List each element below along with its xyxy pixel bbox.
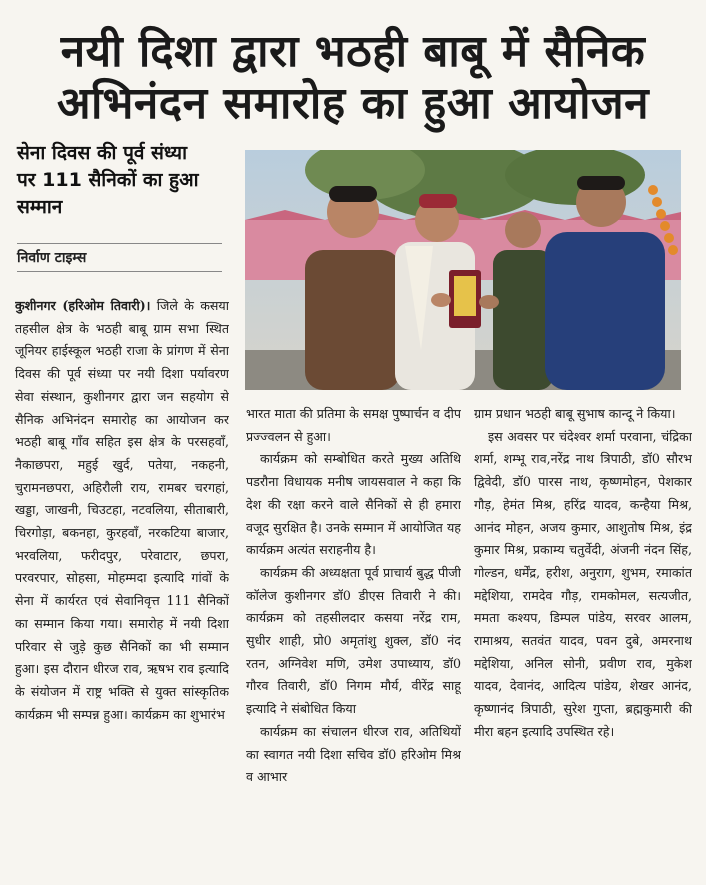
article-column-3 xyxy=(474,403,692,880)
news-photo xyxy=(245,150,681,390)
photo-illustration xyxy=(245,150,681,390)
subheadline xyxy=(17,140,237,221)
byline: निर्वाण टाइम्स xyxy=(17,250,87,266)
column-2-paragraph-4: कार्यक्रम का संचालन धीरज राव, अतिथियों का स्वागत नयी दिशा सचिव डॉ0 हरिओम मिश्र व आभार xyxy=(246,723,461,785)
column-2-paragraph-3: कार्यक्रम की अध्यक्षता पूर्व प्राचार्य बुद्ध पीजी कॉलेज कुशीनगर डॉ0 डीएस तिवारी ने की। कार्यक्रम को तहसीलदार कसया नरेंद्र राम, सुधीर शाही, प्रो0 अमृतांशु शुक्ल, डॉ0 नंद रतन, अग्निवेश मणि, उमेश उपाध्याय, डॉ0 गौरव तिवारी, डॉ0 निगम मौर्य, वीरेंद्र साहू इत्यादि ने संबोधित किया xyxy=(246,564,461,717)
headline-line-1: नयी दिशा द्वारा भठही बाबू में सैनिक xyxy=(60,26,646,77)
headline xyxy=(0,26,706,130)
dateline: कुशीनगर (हरिओम तिवारी)। xyxy=(15,298,151,313)
headline-line-2: अभिनंदन समारोह का हुआ आयोजन xyxy=(56,78,650,129)
byline-top-rule xyxy=(17,243,222,244)
subheadline-line-2: पर 111 सैनिकों का हुआ xyxy=(17,169,199,191)
byline-bottom-rule xyxy=(17,271,222,272)
article-column-1 xyxy=(15,295,229,880)
column-3-paragraph-2: इस अवसर पर चंदेश्वर शर्मा परवाना, चंद्रिका शर्मा, शम्भू राव,नरेंद्र नाथ त्रिपाठी, डॉ0 सौरभ द्विवेदी, डॉ0 पारस नाथ, कृष्णमोहन, पेशकार गौड़, हेमंत मिश्र, हरिंद्र यादव, कन्हैया मिश्र, आनंद मोहन, अजय कुमार, आशुतोष मिश्र, इंद्र कुमार मिश्र, प्रकाम्य चतुर्वेदी, अंजनी नंदन सिंह, गोल्डन, धर्मेंद्र, हरीश, अनुराग, शुभम, रमाकांत मद्देशिया, रामदेव गौड़, रामकोमल, सत्यजीत, ममता कश्यप, डिम्पल पांडेय, सरवर आलम, रामाश्रय, सतवंत यादव, पवन दुबे, अमरनाथ मद्देशिया, अनिल सोनी, प्रवीण राव, मुकेश यादव, देवानंद, आदित्य पांडेय, शेखर आनंद, कृष्णानंद त्रिपाठी, सुरेश गुप्ता, ब्रह्मकुमारी की मीरा बहन इत्यादि उपस्थित रहे। xyxy=(474,428,692,739)
article-column-2 xyxy=(246,403,461,880)
column-2-paragraph-1: भारत माता की प्रतिमा के समक्ष पुष्पार्चन व दीप प्रज्ज्वलन से हुआ। xyxy=(246,406,461,444)
column-2-paragraph-2: कार्यक्रम को सम्बोधित करते मुख्य अतिथि पडरौना विधायक मनीष जायसवाल ने कहा कि देश की रक्षा करने वाले सैनिकों से ही हमारा वजूद सुरक्षित है। उनके सम्मान में आयोजित यह कार्यक्रम अत्यंत सराहनीय है। xyxy=(246,451,461,558)
subheadline-line-1: सेना दिवस की पूर्व संध्या xyxy=(17,142,187,164)
column-3-paragraph-1: ग्राम प्रधान भठही बाबू सुभाष कान्दू ने किया। xyxy=(474,406,676,421)
subheadline-line-3: सम्मान xyxy=(17,196,63,218)
column-1-text: जिले के कसया तहसील क्षेत्र के भठही बाबू ग्राम सभा स्थित जूनियर हाईस्कूल भठही राजा के प्रांगण में सेना दिवस की पूर्व संध्या पर नयी दिशा पर्यावरण सेवा संस्थान, कुशीनगर द्वारा जन सहयोग से सैनिक अभिनंदन समारोह का आयोजन कर भठही बाबू गाँव सहित इस क्षेत्र के परसहवाँ, नैकाछपरा, महुई खुर्द, पतेया, नकहनी, चुरामनछपरा, अहिरौली राय, रामबर चरगहां, खड्डा, जाखनी, चिउटहा, नटवलिया, सीताबारी, चिरगोड़ा, बकनहा, कुरहवाँ, नरकटिया बाजार, भरवलिया, फरीदपुर, परेवाटार, छपरा, परवरपार, सोहसा, मोहम्मदा इत्यादि गांवों के सेना में कार्यरत एवं सेवानिवृत्त 111 सैनिकों का सम्मान किया गया। समारोह में नयी दिशा परिवार से जुड़े कुछ सैनिकों का भी सम्मान हुआ। इस दौरान धीरज राव, ऋषभ राव इत्यादि के संयोजन में राष्ट्र भक्ति से युक्त सांस्कृतिक कार्यक्रम भी सम्पन्न हुआ। कार्यक्रम का शुभारंभ xyxy=(15,298,229,722)
